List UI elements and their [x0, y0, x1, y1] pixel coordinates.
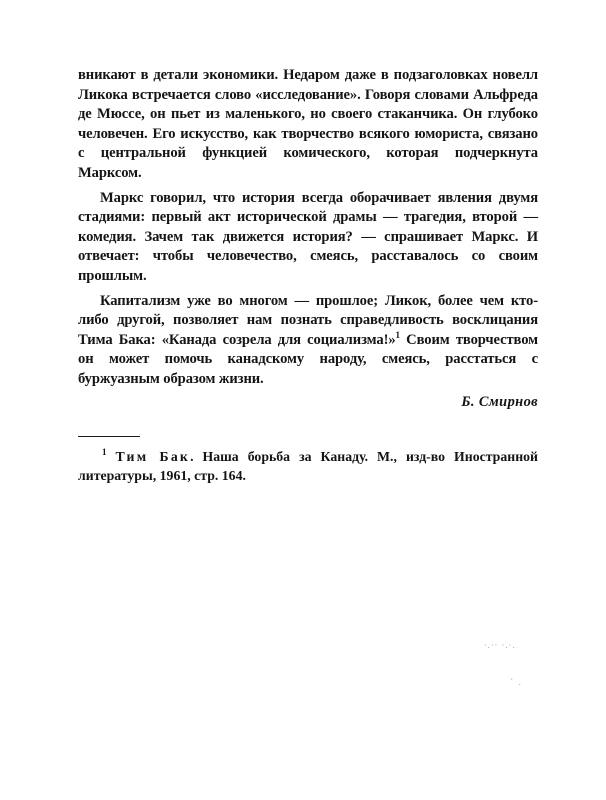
paragraph-3	[78, 292, 538, 390]
paragraph-3-text: Капитализм уже во многом — прошлое; Ликок, более чем кто-либо другой, позволяет нам познать справедливость восклицания Тима Бака: «Канада созрела для социализма!»	[78, 292, 538, 348]
page-body	[78, 66, 538, 485]
footnote-marker: 1	[102, 446, 107, 457]
footnote-text: . Наша борьба за Канаду. М., изд-во Иностранной литературы, 1961, стр. 164.	[78, 448, 538, 483]
author-signature: Б. Смирнов	[461, 393, 538, 410]
footnote	[78, 447, 538, 485]
paragraph-3-text-end: Своим творчеством он может помочь канадскому народу, смеясь, расстаться с буржуазным образом жизни.	[78, 331, 538, 387]
paragraph-1: вникают в детали экономики. Недаром даже в подзаголовках новелл Ликока встречается слово «исследование». Говоря словами Альфреда де Мюссе, он пьет из маленького, но своего стаканчика. Он глубоко человечен. Его искусство, как творчество всякого юмориста, связано с центральной функцией комического, которая подчеркнута Марксом.	[78, 67, 538, 181]
footnote-divider	[78, 436, 140, 437]
scan-speck: ` .	[510, 678, 523, 687]
paragraph-2: Маркс говорил, что история всегда оборачивает явления двумя стадиями: первый акт исторической драмы — трагедия, второй — комедия. Зачем так движется история? — спрашивает Маркс. И отвечает: чтобы человечество, смеясь, расставалось со своим прошлым.	[78, 189, 538, 284]
footnote-author: Тим Бак	[115, 448, 191, 464]
footnote-reference: 1	[395, 329, 400, 340]
scan-speck: ·.·· ·.·.	[484, 641, 516, 650]
